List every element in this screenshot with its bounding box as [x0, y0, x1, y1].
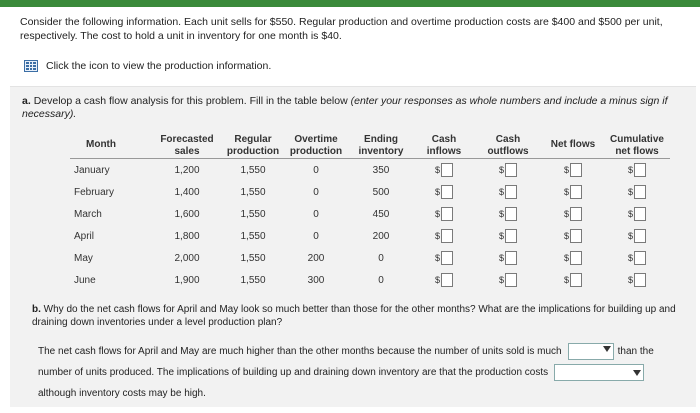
- header-cumulative-net-flows: Cumulative net flows: [604, 132, 670, 159]
- table-grid-icon[interactable]: [24, 60, 38, 72]
- net-flows-input[interactable]: [570, 185, 582, 199]
- part-b-text: Why do the net cash flows for April and May look so much better than those for the other months? What are the implications for building up and draining down inventories under a level production plan?: [32, 304, 676, 328]
- cell-month: January: [74, 164, 110, 176]
- currency-symbol: $: [563, 165, 569, 175]
- cell-net-flows: [542, 203, 604, 225]
- answer-line-1: The net cash flows for April and May are much higher than the other months because the number of units sold is much: [38, 346, 562, 357]
- cash-inflows-input[interactable]: [441, 207, 453, 221]
- currency-symbol: $: [498, 165, 504, 175]
- part-a-text: Develop a cash flow analysis for this problem. Fill in the table below: [33, 95, 348, 107]
- currency-symbol: $: [563, 275, 569, 285]
- cell-forecasted-sales: 1,600: [174, 208, 200, 220]
- cumulative-net-flows-input[interactable]: [634, 229, 646, 243]
- units-comparison-dropdown[interactable]: [568, 343, 614, 360]
- cell-ending-inventory: 0: [378, 274, 384, 286]
- currency-symbol: $: [563, 209, 569, 219]
- cash-outflows-input[interactable]: [505, 207, 517, 221]
- cell-ending-inventory: 0: [378, 252, 384, 264]
- answer-line-2: number of units produced. The implications of building up and draining down inventory are that the production costs: [38, 367, 549, 378]
- cumulative-net-flows-input[interactable]: [634, 207, 646, 221]
- currency-symbol: $: [434, 231, 440, 241]
- cell-cash-inflows: [414, 159, 474, 182]
- currency-symbol: $: [627, 187, 633, 197]
- cell-cash-inflows: [414, 181, 474, 203]
- part-b-label: b.: [32, 304, 41, 315]
- cash-inflows-input[interactable]: [441, 273, 453, 287]
- cell-forecasted-sales: 1,200: [174, 164, 200, 176]
- cell-cash-outflows: [474, 269, 542, 291]
- header-forecasted-sales: Forecasted sales: [152, 132, 222, 159]
- cumulative-net-flows-input[interactable]: [634, 185, 646, 199]
- cell-month: April: [74, 230, 95, 242]
- table-row: [70, 247, 670, 269]
- cash-inflows-input[interactable]: [441, 229, 453, 243]
- currency-symbol: $: [498, 231, 504, 241]
- header-regular-production: Regular production: [222, 132, 284, 159]
- cell-cash-inflows: [414, 269, 474, 291]
- part-b-answer: [38, 341, 678, 404]
- cash-inflows-input[interactable]: [441, 251, 453, 265]
- cell-cash-outflows: [474, 159, 542, 182]
- cell-ending-inventory: 200: [372, 230, 390, 242]
- currency-symbol: $: [627, 253, 633, 263]
- currency-symbol: $: [434, 253, 440, 263]
- cell-cumulative-net-flows: [604, 203, 670, 225]
- cell-cash-inflows: [414, 225, 474, 247]
- currency-symbol: $: [498, 209, 504, 219]
- problem-intro: Consider the following information. Each unit sells for $550. Regular production and overtime production costs are $400 and $500 per unit, respectively. The cost to hold a unit in inventory for one month is $40.: [20, 16, 663, 42]
- cell-month: May: [74, 252, 93, 264]
- table-row: [70, 269, 670, 291]
- cell-cumulative-net-flows: [604, 181, 670, 203]
- cell-forecasted-sales: 1,800: [174, 230, 200, 242]
- cell-month: June: [74, 274, 96, 286]
- table-row: [70, 159, 670, 182]
- currency-symbol: $: [434, 209, 440, 219]
- table-row: [70, 181, 670, 203]
- header-overtime-production: Overtime production: [284, 132, 348, 159]
- currency-symbol: $: [627, 165, 633, 175]
- net-flows-input[interactable]: [570, 163, 582, 177]
- part-a-label: a.: [22, 95, 31, 107]
- currency-symbol: $: [498, 187, 504, 197]
- cell-net-flows: [542, 247, 604, 269]
- cumulative-net-flows-input[interactable]: [634, 163, 646, 177]
- cash-outflows-input[interactable]: [505, 251, 517, 265]
- table-row: [70, 225, 670, 247]
- cell-regular-production: 1,550: [240, 208, 266, 220]
- header-cash-outflows: Cash outflows: [474, 132, 542, 159]
- net-flows-input[interactable]: [570, 207, 582, 221]
- cell-month: February: [74, 186, 115, 198]
- part-a-hint: (enter your responses as whole numbers and include a minus sign if necessary).: [22, 95, 668, 120]
- cell-overtime-production: 0: [313, 186, 319, 198]
- cell-cumulative-net-flows: [604, 159, 670, 182]
- currency-symbol: $: [627, 231, 633, 241]
- cell-regular-production: 1,550: [240, 230, 266, 242]
- cell-net-flows: [542, 225, 604, 247]
- top-accent-bar: [0, 0, 700, 7]
- cash-flow-table: [70, 132, 670, 291]
- cell-forecasted-sales: 1,900: [174, 274, 200, 286]
- currency-symbol: $: [563, 231, 569, 241]
- cell-cumulative-net-flows: [604, 269, 670, 291]
- cash-outflows-input[interactable]: [505, 273, 517, 287]
- net-flows-input[interactable]: [570, 229, 582, 243]
- cell-cash-outflows: [474, 247, 542, 269]
- cell-regular-production: 1,550: [240, 164, 266, 176]
- cell-regular-production: 1,550: [240, 252, 266, 264]
- cell-cumulative-net-flows: [604, 225, 670, 247]
- cell-overtime-production: 200: [307, 252, 325, 264]
- cell-net-flows: [542, 159, 604, 182]
- cell-month: March: [74, 208, 102, 220]
- table-row: [70, 203, 670, 225]
- header-month: Month: [70, 132, 152, 159]
- chevron-down-icon: [603, 346, 611, 352]
- net-flows-input[interactable]: [570, 251, 582, 265]
- currency-symbol: $: [434, 275, 440, 285]
- table-header-row: [70, 132, 670, 159]
- cell-overtime-production: 0: [313, 164, 319, 176]
- header-ending-inventory: Ending inventory: [348, 132, 414, 159]
- question-panel: [10, 86, 696, 407]
- cell-net-flows: [542, 269, 604, 291]
- currency-symbol: $: [627, 275, 633, 285]
- production-info-link-text[interactable]: Click the icon to view the production information.: [46, 60, 272, 72]
- cell-forecasted-sales: 1,400: [174, 186, 200, 198]
- cell-regular-production: 1,550: [240, 186, 266, 198]
- cell-ending-inventory: 500: [372, 186, 390, 198]
- cumulative-net-flows-input[interactable]: [634, 273, 646, 287]
- cash-outflows-input[interactable]: [505, 229, 517, 243]
- cell-net-flows: [542, 181, 604, 203]
- cell-cash-inflows: [414, 247, 474, 269]
- net-flows-input[interactable]: [570, 273, 582, 287]
- cell-forecasted-sales: 2,000: [174, 252, 200, 264]
- currency-symbol: $: [498, 253, 504, 263]
- currency-symbol: $: [563, 253, 569, 263]
- answer-line-3: although inventory costs may be high.: [38, 388, 206, 399]
- cumulative-net-flows-input[interactable]: [634, 251, 646, 265]
- part-a-prompt: [22, 95, 687, 121]
- cash-outflows-input[interactable]: [505, 163, 517, 177]
- cash-inflows-input[interactable]: [441, 163, 453, 177]
- currency-symbol: $: [563, 187, 569, 197]
- cell-regular-production: 1,550: [240, 274, 266, 286]
- answer-after-dropdown-1: than the: [617, 346, 654, 357]
- cell-cash-outflows: [474, 225, 542, 247]
- cash-outflows-input[interactable]: [505, 185, 517, 199]
- header-net-flows: Net flows: [542, 132, 604, 159]
- part-b-prompt: [32, 303, 682, 329]
- production-costs-dropdown[interactable]: [554, 364, 644, 381]
- cell-overtime-production: 300: [307, 274, 325, 286]
- currency-symbol: $: [498, 275, 504, 285]
- currency-symbol: $: [627, 209, 633, 219]
- cash-inflows-input[interactable]: [441, 185, 453, 199]
- cell-ending-inventory: 350: [372, 164, 390, 176]
- cell-cash-inflows: [414, 203, 474, 225]
- cell-ending-inventory: 450: [372, 208, 390, 220]
- cell-cumulative-net-flows: [604, 247, 670, 269]
- chevron-down-icon: [633, 370, 641, 376]
- production-info-link[interactable]: [24, 60, 271, 72]
- currency-symbol: $: [434, 165, 440, 175]
- cell-cash-outflows: [474, 181, 542, 203]
- currency-symbol: $: [434, 187, 440, 197]
- cell-cash-outflows: [474, 203, 542, 225]
- cell-overtime-production: 0: [313, 208, 319, 220]
- cell-overtime-production: 0: [313, 230, 319, 242]
- header-cash-inflows: Cash inflows: [414, 132, 474, 159]
